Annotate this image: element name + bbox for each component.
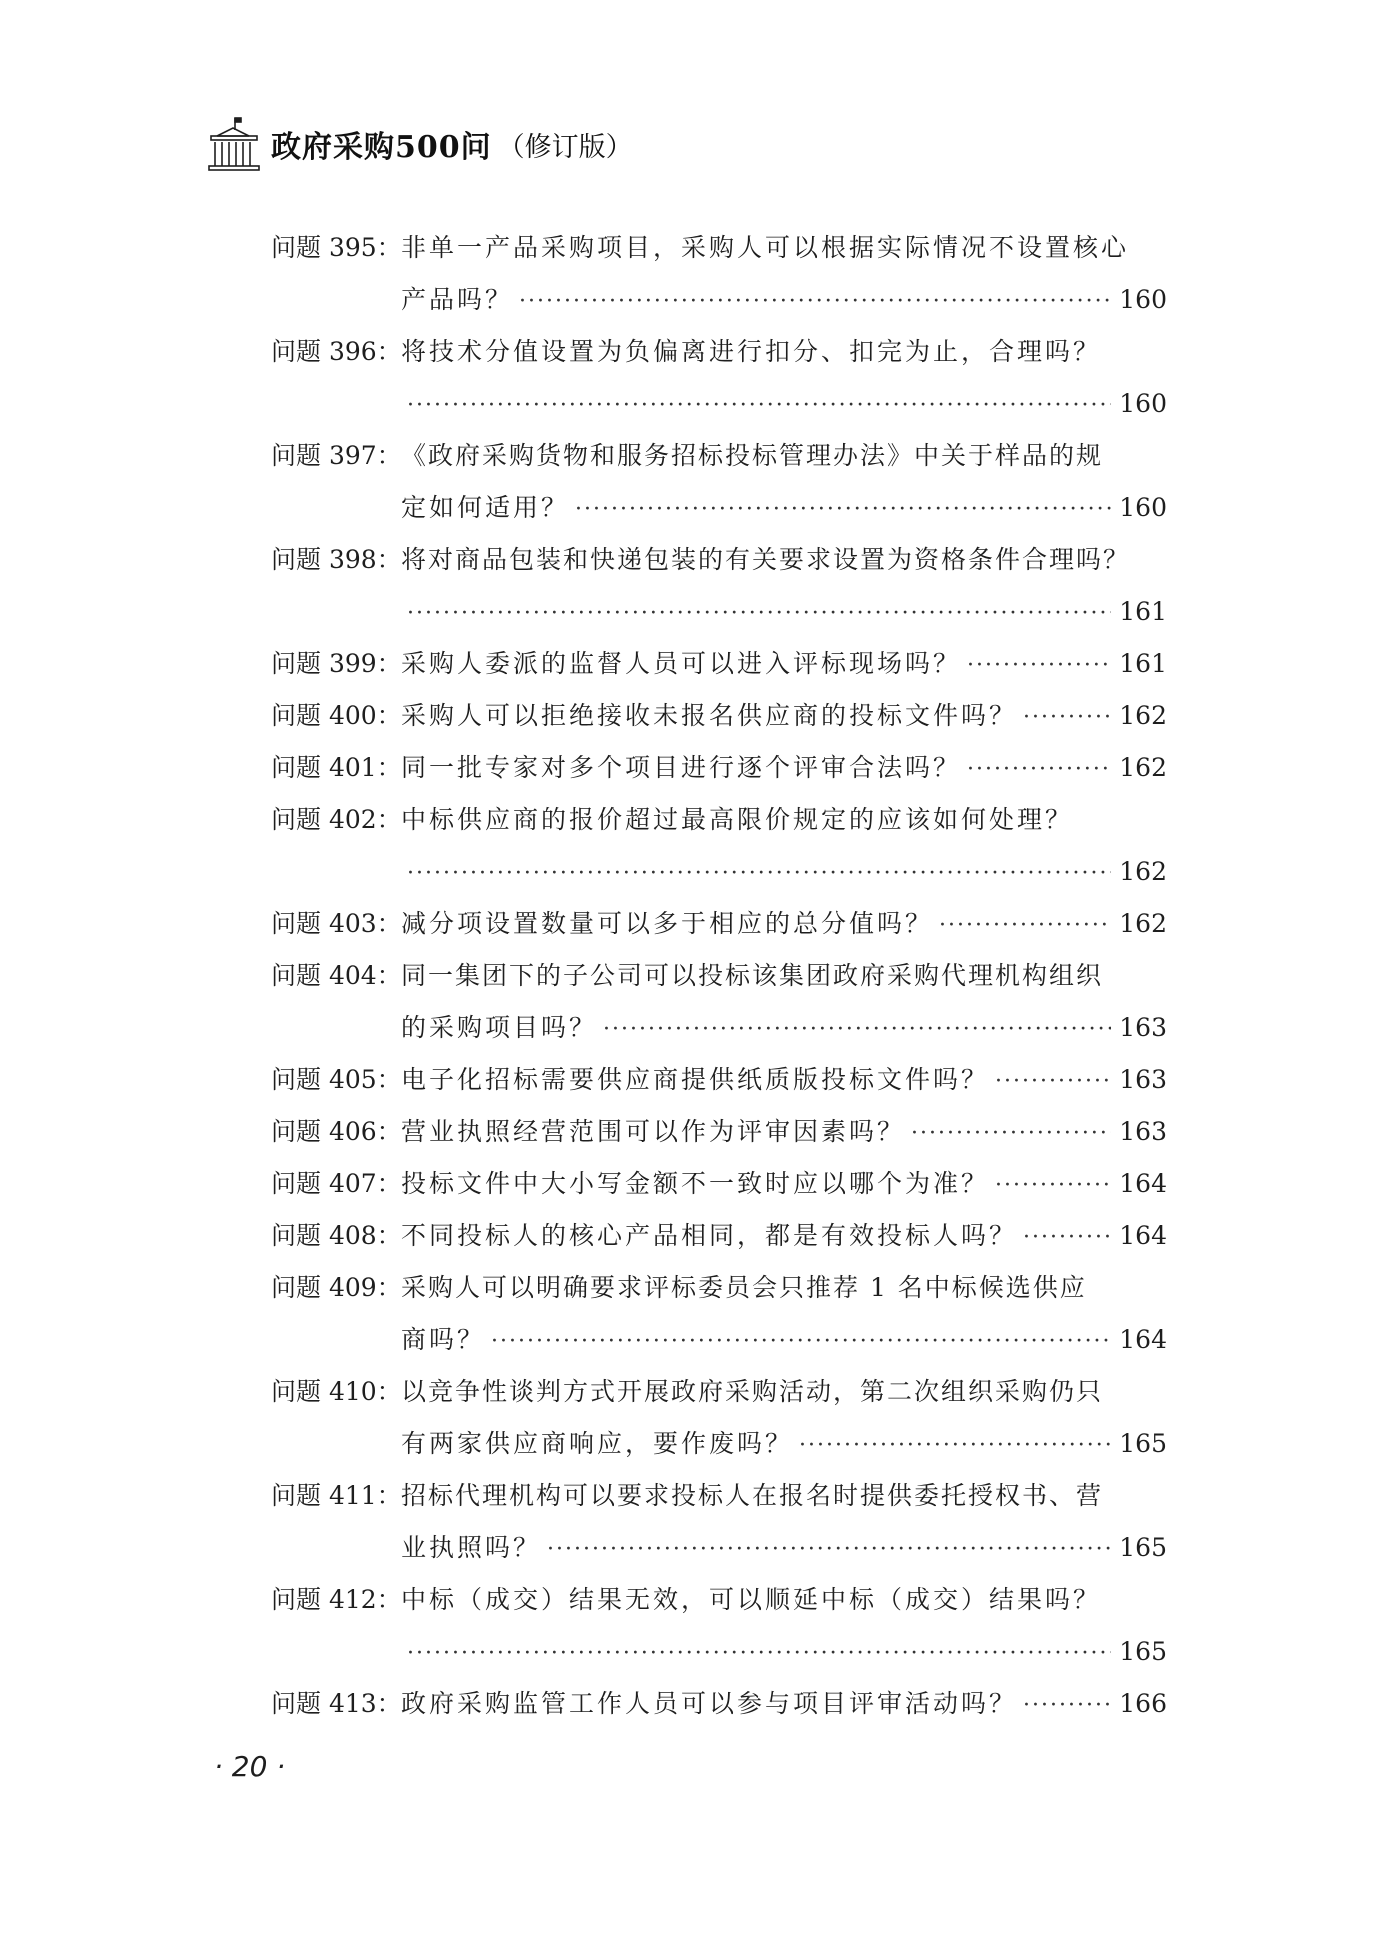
page-number: 160 xyxy=(1119,493,1167,522)
toc-entry[interactable] xyxy=(271,1470,1167,1574)
toc-entry[interactable] xyxy=(271,1366,1167,1470)
question-label: 问题 403： xyxy=(271,909,402,938)
dot-leader xyxy=(407,1628,1111,1680)
page-number: 161 xyxy=(1119,649,1167,678)
question-text xyxy=(401,1106,1167,1158)
page-number: 164 xyxy=(1119,1169,1167,1198)
question-text-line: 投标文件中大小写金额不一致时应以哪个为准？ xyxy=(401,1169,990,1198)
dot-leader xyxy=(407,380,1111,432)
question-text-line: 业执照吗？ xyxy=(401,1533,542,1562)
question-text-line: 非单一产品采购项目，采购人可以根据实际情况不设置核心 xyxy=(401,233,1130,262)
question-text xyxy=(401,898,1167,950)
dot-leader xyxy=(603,1004,1111,1056)
page-number: 164 xyxy=(1119,1325,1167,1354)
question-label: 问题 404： xyxy=(271,961,402,990)
question-text-line: 采购人可以明确要求评标委员会只推荐 1 名中标候选供应 xyxy=(401,1273,1087,1302)
page-number: 161 xyxy=(1119,597,1167,626)
question-text xyxy=(401,1366,1167,1470)
question-text xyxy=(401,1470,1167,1574)
page-number: 163 xyxy=(1119,1065,1167,1094)
question-label: 问题 409： xyxy=(271,1273,402,1302)
dot-leader xyxy=(407,588,1111,640)
toc-entry[interactable] xyxy=(271,534,1167,638)
question-text xyxy=(401,638,1167,690)
toc-entry[interactable] xyxy=(271,690,1167,742)
question-text-line: 营业执照经营范围可以作为评审因素吗？ xyxy=(401,1117,906,1146)
page-number: 164 xyxy=(1119,1221,1167,1250)
question-text xyxy=(401,1210,1167,1262)
toc-entry[interactable] xyxy=(271,1262,1167,1366)
question-label: 问题 398： xyxy=(271,545,402,574)
question-text-line: 不同投标人的核心产品相同，都是有效投标人吗？ xyxy=(401,1221,1018,1250)
question-label: 问题 395： xyxy=(271,233,402,262)
dot-leader xyxy=(1023,1680,1111,1732)
toc-entry[interactable] xyxy=(271,222,1167,326)
question-text xyxy=(401,1678,1167,1730)
question-label: 问题 405： xyxy=(271,1065,402,1094)
question-text-line: 产品吗？ xyxy=(401,285,514,314)
page-number: 163 xyxy=(1119,1117,1167,1146)
question-text xyxy=(401,1574,1167,1678)
question-label: 问题 399： xyxy=(271,649,402,678)
question-text-line: 招标代理机构可以要求投标人在报名时提供委托授权书、营 xyxy=(401,1481,1104,1510)
book-title: 政府采购500问 xyxy=(271,130,492,165)
question-text xyxy=(401,950,1167,1054)
page-number: 162 xyxy=(1119,857,1167,886)
toc-entry[interactable] xyxy=(271,1678,1167,1730)
toc-entry[interactable] xyxy=(271,1210,1167,1262)
page-number: 163 xyxy=(1119,1013,1167,1042)
page-number: 160 xyxy=(1119,389,1167,418)
dot-leader xyxy=(799,1420,1111,1472)
question-text-line: 的采购项目吗？ xyxy=(401,1013,598,1042)
question-text-line: 政府采购监管工作人员可以参与项目评审活动吗？ xyxy=(401,1689,1018,1718)
dot-leader xyxy=(1023,1212,1111,1264)
question-text xyxy=(401,690,1167,742)
question-text-line: 《政府采购货物和服务招标投标管理办法》中关于样品的规 xyxy=(401,441,1104,470)
toc-entry[interactable] xyxy=(271,742,1167,794)
question-label: 问题 401： xyxy=(271,753,402,782)
toc-entry[interactable] xyxy=(271,326,1167,430)
question-label: 问题 408： xyxy=(271,1221,402,1250)
question-text-line: 采购人委派的监督人员可以进入评标现场吗？ xyxy=(401,649,962,678)
question-label: 问题 413： xyxy=(271,1689,402,1718)
page-number: 162 xyxy=(1119,701,1167,730)
question-text-line: 有两家供应商响应，要作废吗？ xyxy=(401,1429,794,1458)
page-number: 162 xyxy=(1119,909,1167,938)
dot-leader xyxy=(547,1524,1111,1576)
question-label: 问题 407： xyxy=(271,1169,402,1198)
question-label: 问题 397： xyxy=(271,441,402,470)
question-text-line: 将技术分值设置为负偏离进行扣分、扣完为止，合理吗？ xyxy=(401,337,1102,366)
toc-entry[interactable] xyxy=(271,430,1167,534)
question-text xyxy=(401,794,1167,898)
dot-leader xyxy=(1023,692,1111,744)
question-label: 问题 400： xyxy=(271,701,402,730)
question-text-line: 中标（成交）结果无效，可以顺延中标（成交）结果吗？ xyxy=(401,1585,1102,1614)
dot-leader xyxy=(967,640,1111,692)
table-of-contents xyxy=(271,222,1167,1730)
question-text-line: 定如何适用？ xyxy=(401,493,570,522)
question-text-line: 同一批专家对多个项目进行逐个评审合法吗？ xyxy=(401,753,962,782)
dot-leader xyxy=(967,744,1111,796)
question-label: 问题 412： xyxy=(271,1585,402,1614)
question-text xyxy=(401,534,1167,638)
toc-entry[interactable] xyxy=(271,950,1167,1054)
question-text xyxy=(401,742,1167,794)
question-label: 问题 410： xyxy=(271,1377,402,1406)
dot-leader xyxy=(995,1056,1111,1108)
dot-leader xyxy=(519,276,1111,328)
question-text-line: 电子化招标需要供应商提供纸质版投标文件吗？ xyxy=(401,1065,990,1094)
question-text-line: 同一集团下的子公司可以投标该集团政府采购代理机构组织 xyxy=(401,961,1104,990)
page-number: 165 xyxy=(1119,1637,1167,1666)
toc-entry[interactable] xyxy=(271,898,1167,950)
page-number: 162 xyxy=(1119,753,1167,782)
question-text xyxy=(401,1054,1167,1106)
building-icon xyxy=(203,114,263,174)
dot-leader xyxy=(995,1160,1111,1212)
toc-entry[interactable] xyxy=(271,1106,1167,1158)
question-text xyxy=(401,1262,1167,1366)
toc-entry[interactable] xyxy=(271,1158,1167,1210)
toc-entry[interactable] xyxy=(271,1574,1167,1678)
page-number: 165 xyxy=(1119,1533,1167,1562)
dot-leader xyxy=(911,1108,1111,1160)
question-label: 问题 411： xyxy=(271,1481,402,1510)
question-text xyxy=(401,326,1167,430)
question-text-line: 采购人可以拒绝接收未报名供应商的投标文件吗？ xyxy=(401,701,1018,730)
running-header xyxy=(203,114,633,174)
dot-leader xyxy=(939,900,1111,952)
toc-entry[interactable] xyxy=(271,794,1167,898)
dot-leader xyxy=(491,1316,1111,1368)
page-footer-number: · 20 · xyxy=(214,1750,286,1783)
question-text-line: 减分项设置数量可以多于相应的总分值吗？ xyxy=(401,909,934,938)
question-text-line: 商吗？ xyxy=(401,1325,486,1354)
question-text-line: 以竞争性谈判方式开展政府采购活动，第二次组织采购仍只 xyxy=(401,1377,1104,1406)
question-text xyxy=(401,1158,1167,1210)
question-text-line: 中标供应商的报价超过最高限价规定的应该如何处理？ xyxy=(401,805,1074,834)
page-number: 165 xyxy=(1119,1429,1167,1458)
dot-leader xyxy=(575,484,1111,536)
book-subtitle: （修订版） xyxy=(497,131,633,163)
page-number: 160 xyxy=(1119,285,1167,314)
dot-leader xyxy=(407,848,1111,900)
question-text xyxy=(401,430,1167,534)
question-label: 问题 406： xyxy=(271,1117,402,1146)
toc-entry[interactable] xyxy=(271,638,1167,690)
question-label: 问题 396： xyxy=(271,337,402,366)
question-label: 问题 402： xyxy=(271,805,402,834)
toc-entry[interactable] xyxy=(271,1054,1167,1106)
page-number: 166 xyxy=(1119,1689,1167,1718)
question-text xyxy=(401,222,1167,326)
question-text-line: 将对商品包装和快递包装的有关要求设置为资格条件合理吗？ xyxy=(401,545,1131,574)
